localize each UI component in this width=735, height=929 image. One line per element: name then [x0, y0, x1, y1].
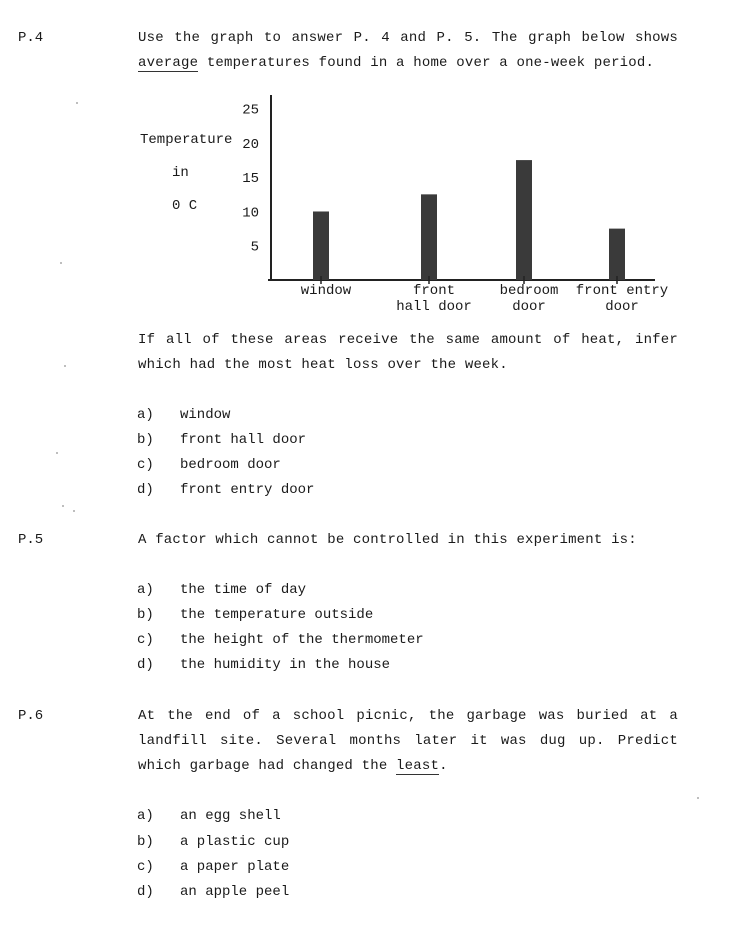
scan-speck	[60, 262, 62, 264]
y-tick-label: 20	[242, 136, 259, 153]
bar	[421, 194, 437, 280]
scan-speck	[76, 102, 78, 104]
p6-option-a-letter: a)	[137, 808, 154, 824]
x-category-label: bedroom	[499, 283, 559, 299]
p5-question-line1: A factor which cannot be controlled in this experiment is:	[138, 532, 637, 548]
p4-question-line2: which had the most heat loss over the week.	[138, 357, 508, 373]
y-axis-label-line2: in	[172, 165, 189, 181]
p6-line3-post: .	[439, 758, 448, 774]
p6-question-line3	[138, 758, 448, 774]
scan-speck	[64, 365, 66, 367]
p6-option-d-text: an apple peel	[180, 884, 290, 900]
x-category-label: door	[605, 299, 639, 315]
p6-underlined-word: least	[396, 758, 440, 774]
p6-option-b-letter: b)	[137, 834, 154, 850]
p5-option-b-letter: b)	[137, 607, 154, 623]
p6-option-c-letter: c)	[137, 859, 154, 875]
p4-intro-line2	[138, 55, 654, 71]
y-tick-label: 5	[250, 239, 259, 256]
y-tick-label: 15	[242, 171, 259, 188]
p6-option-d-letter: d)	[137, 884, 154, 900]
p5-option-d-letter: d)	[137, 657, 154, 673]
p5-option-d-text: the humidity in the house	[180, 657, 391, 673]
x-category-label: front	[412, 283, 456, 299]
temperature-bar-chart	[130, 85, 690, 320]
p6-question-line1: At the end of a school picnic, the garbage was buried at a	[138, 708, 678, 724]
p4-option-d-letter: d)	[137, 482, 154, 498]
p6-option-c-text: a paper plate	[180, 859, 290, 875]
question-number-p6: P.6	[18, 708, 44, 724]
p6-option-b-text: a plastic cup	[180, 834, 290, 850]
y-tick-label: 10	[242, 205, 259, 222]
p4-intro-line1: Use the graph to answer P. 4 and P. 5. The graph below shows	[138, 30, 678, 46]
scan-speck	[697, 797, 699, 799]
p4-option-b-text: front hall door	[180, 432, 307, 448]
x-category-label: front entry	[575, 283, 669, 299]
y-axis-label-line3: 0 C	[172, 198, 198, 214]
p6-question-line2: landfill site. Several months later it was dug up. Predict	[138, 733, 678, 749]
y-tick-label: 25	[242, 102, 259, 119]
bar	[609, 229, 625, 280]
x-category-label: door	[512, 299, 546, 315]
p4-underlined-word: average	[138, 55, 199, 71]
bar	[313, 211, 329, 280]
x-category-label: hall door	[396, 299, 472, 315]
p5-option-c-text: the height of the thermometer	[180, 632, 424, 648]
question-number-p4: P.4	[18, 30, 44, 46]
p4-intro-line2-rest: temperatures found in a home over a one-week period.	[198, 55, 655, 71]
y-axis-label-line1: Temperature	[140, 132, 233, 148]
scan-speck	[62, 505, 64, 507]
p5-option-b-text: the temperature outside	[180, 607, 374, 623]
p4-option-d-text: front entry door	[180, 482, 315, 498]
bar	[516, 160, 532, 280]
p5-option-a-letter: a)	[137, 582, 154, 598]
p6-line3-pre: which garbage had changed the	[138, 758, 397, 774]
p5-option-a-text: the time of day	[180, 582, 307, 598]
question-number-p5: P.5	[18, 532, 44, 548]
p4-option-c-text: bedroom door	[180, 457, 281, 473]
p4-option-c-letter: c)	[137, 457, 154, 473]
p6-option-a-text: an egg shell	[180, 808, 281, 824]
p4-question-line1: If all of these areas receive the same amount of heat, infer	[138, 332, 678, 348]
x-category-label: window	[300, 283, 352, 299]
p4-option-b-letter: b)	[137, 432, 154, 448]
p4-option-a-text: window	[180, 407, 231, 423]
p5-option-c-letter: c)	[137, 632, 154, 648]
p4-option-a-letter: a)	[137, 407, 154, 423]
scan-speck	[56, 452, 58, 454]
scan-speck	[73, 510, 75, 512]
